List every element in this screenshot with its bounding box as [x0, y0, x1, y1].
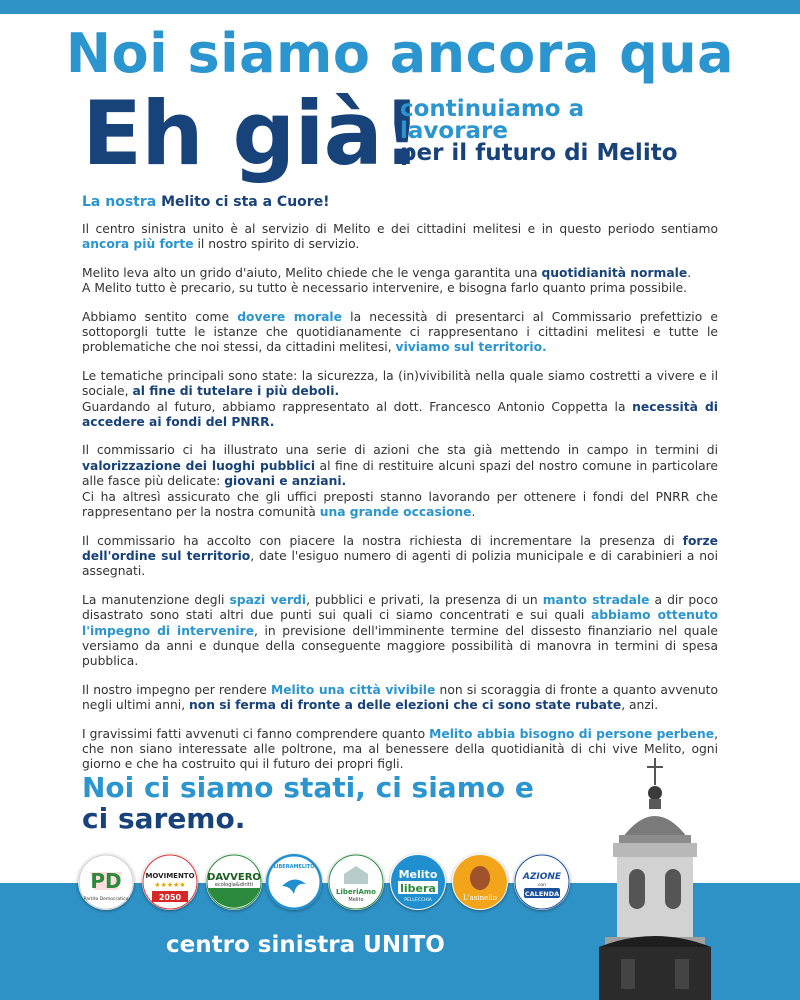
- main-headline: Noi siamo ancora qua: [65, 22, 735, 85]
- highlight: necessità di accedere ai fondi del PNRR.: [82, 399, 718, 430]
- logo-davvero-text: DAVVERO: [207, 872, 261, 883]
- highlight: una grande occasione: [319, 505, 472, 520]
- closing-statement: [82, 772, 534, 834]
- closing-line-2: ci saremo.: [82, 802, 246, 835]
- side-headline-line-3: per il futuro di Melito: [400, 140, 678, 166]
- logo-pd-text: PD: [90, 869, 122, 893]
- logo-movimento: [142, 854, 198, 910]
- text: , anzi.: [621, 698, 659, 713]
- tagline-part-1: La nostra: [82, 194, 162, 210]
- highlight: giovani e anziani.: [224, 474, 347, 489]
- logo-davvero-sub: ecologia&diritti: [214, 882, 254, 888]
- donkey-icon: [470, 866, 490, 890]
- highlight: dovere morale: [237, 309, 342, 324]
- logo-melito-libera-sub: PELLECCHIA: [404, 898, 432, 903]
- highlight: valorizzazione dei luoghi pubblici: [82, 458, 316, 473]
- logo-movimento-text: MOVIMENTO: [145, 872, 195, 880]
- highlight: Melito una città vivibile: [270, 682, 436, 697]
- paragraph-4: [82, 369, 718, 431]
- text: , che non siano interessate alle poltrone, ma al benessere della quotidianità di chi vive Melito, ogni giorno e che ha costruito qui il futuro dei propri figli.: [82, 726, 718, 772]
- top-color-bar: [0, 0, 800, 14]
- logo-melito-libera-l2: libera: [400, 882, 436, 895]
- logo-azione: [514, 854, 570, 910]
- logo-davvero: [206, 854, 262, 910]
- text: Il commissario ci ha illustrato una serie di azioni che sta già mettendo in campo in termini di: [82, 443, 718, 458]
- highlight: manto stradale: [542, 592, 650, 607]
- text: a dir poco disastrato sono stati altri due punti sui quali ci siamo concentrati e sui quali: [82, 592, 718, 623]
- text: , in previsione dell'imminente termine del dissesto finanziario nel quale versiamo da anni e dunque della conseguente maggiore possibilità di manovra in termini di spesa pubblica.: [82, 623, 718, 669]
- logo-azione-con: con: [537, 883, 547, 888]
- text: La manutenzione degli: [82, 592, 230, 607]
- logo-movimento-stars: ★★★★★: [154, 881, 186, 889]
- text: .: [687, 265, 692, 280]
- highlight: abbiamo ottenuto l'impegno di intervenire: [82, 608, 718, 638]
- paragraph-1: [82, 222, 718, 253]
- logo-melito-libera: [390, 854, 446, 910]
- logo-liberiamo-sub: Melito: [348, 897, 364, 903]
- paragraph-6: [82, 534, 718, 580]
- logo-azione-text: AZIONE: [522, 872, 562, 882]
- bell-tower-image: [585, 755, 800, 1000]
- logo-liberamelito-text: LIBERAMELITO: [273, 864, 315, 870]
- highlight: quotidianità normale: [541, 265, 688, 280]
- text: Il commissario ha accolto con piacere la nostra richiesta di incrementare la presenza di: [82, 533, 683, 548]
- highlight: ancora più forte: [82, 237, 194, 252]
- highlight: viviamo sul territorio.: [395, 340, 547, 355]
- text: Le tematiche principali sono state: la sicurezza, la (in)vivibilità nella quale siamo costretti a vivere e il sociale,: [82, 368, 718, 399]
- highlight: Melito abbia bisogno di persone perbene: [429, 726, 715, 741]
- text: Abbiamo sentito come: [82, 309, 238, 324]
- highlight: spazi verdi: [229, 592, 307, 607]
- logo-liberiamo-text: LiberiAmo: [336, 888, 376, 896]
- text: Guardando al futuro, abbiamo rappresentato al dott. Francesco Antonio Coppetta la: [82, 399, 633, 414]
- logo-melito-libera-l1: Melito: [398, 868, 438, 881]
- logo-asinello: [452, 854, 508, 910]
- text: I gravissimi fatti avvenuti ci fanno comprendere quanto: [82, 726, 430, 741]
- logo-pd-sub: Partito Democratico: [83, 897, 129, 902]
- side-headline: [400, 98, 678, 164]
- highlight: al fine di tutelare i più deboli.: [132, 384, 340, 399]
- paragraph-8: [82, 683, 718, 714]
- logo-asinello-text: L'asinello: [463, 894, 497, 902]
- highlight: forze dell'ordine sul territorio: [82, 533, 718, 563]
- paragraph-3: [82, 310, 718, 356]
- text: Il nostro impegno per rendere: [82, 682, 271, 697]
- side-headline-line-1: continuiamo a: [400, 96, 585, 122]
- bell-tower-illustration: [585, 755, 800, 1000]
- text: .: [471, 505, 476, 520]
- party-logos: [78, 854, 578, 918]
- side-headline-line-2: lavorare: [400, 118, 509, 144]
- text: al fine di restituire alcuni spazi del nostro comune in particolare alle fasce più delicate:: [82, 458, 718, 489]
- text: la necessità di presentarci al Commissario prefettizio e sottoporgli tutte le istanze che quotidianamente ci rappresentano i cittadini melitesi e tutte le problematiche che noi stessi, da cittadini melitesi,: [82, 309, 718, 355]
- big-headline: Eh già!: [82, 82, 422, 185]
- paragraph-2: [82, 266, 718, 297]
- text: , pubblici e privati, la presenza di un: [306, 592, 543, 607]
- text: Ci ha altresì assicurato che gli uffici preposti stanno lavorando per ottenere i fondi del PNRR che rappresentano per la nostra comunità: [82, 489, 718, 520]
- text: , date l'esiguo numero di agenti di polizia municipale e di carabinieri a noi assegnati.: [82, 548, 718, 579]
- text: non si scoraggia di fronte a quanto avvenuto negli ultimi anni,: [82, 682, 718, 713]
- logo-pd: [78, 854, 134, 910]
- highlight: non si ferma di fronte a delle elezioni che ci sono state rubate: [189, 698, 622, 713]
- text: Il centro sinistra unito è al servizio di Melito e dei cittadini melitesi e in questo periodo sentiamo: [82, 222, 718, 236]
- logo-azione-sub: CALENDA: [524, 890, 560, 898]
- paragraph-5: [82, 443, 718, 520]
- logo-movimento-sub: 2050: [158, 893, 182, 902]
- text: Melito leva alto un grido d'aiuto, Melito chiede che le venga garantita una: [82, 265, 542, 280]
- closing-line-1: Noi ci siamo stati, ci siamo e: [82, 771, 534, 804]
- tagline-part-2: Melito ci sta a Cuore!: [161, 194, 330, 210]
- text: il nostro spirito di servizio.: [193, 237, 360, 252]
- tagline: [82, 194, 330, 210]
- logo-liberamelito: [266, 854, 322, 910]
- logo-liberiamo: [328, 854, 384, 910]
- text: A Melito tutto è precario, su tutto è necessario intervenire, e bisogna farlo quanto prima possibile.: [82, 281, 688, 296]
- footer-slogan: centro sinistra UNITO: [166, 932, 445, 958]
- body-text: [82, 222, 718, 786]
- paragraph-7: [82, 593, 718, 670]
